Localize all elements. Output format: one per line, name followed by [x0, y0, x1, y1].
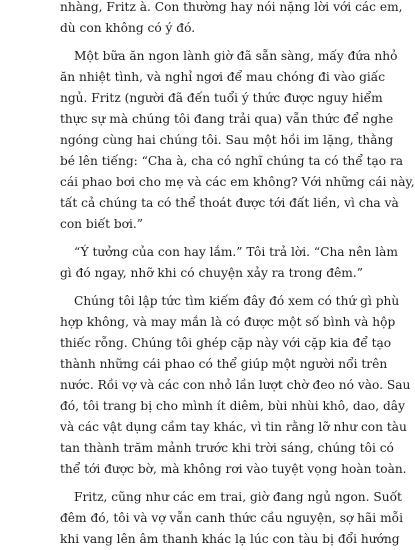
text-line: “Ý tưởng của con hay lắm.” Tôi trả lời. “Cha nên làm [74, 245, 398, 259]
paragraph-3 [60, 242, 398, 284]
text-line: cái phao bơi cho mẹ và các em không? Với những cái này, [60, 175, 415, 189]
text-line: gì đó ngay, nhỡ khi có chuyện xảy ra trong đêm.” [60, 266, 363, 280]
text-line: thực sự mà chúng tôi đang trải qua) vẫn thức để nghe [60, 112, 394, 126]
text-line: nhàng, Fritz à. Con thường hay nói nặng lời với các em, [60, 0, 403, 14]
text-line: thành những cái phao có thể giúp một người nổi trên [60, 357, 388, 371]
text-line: hợp không, và may mắn là có được một số bình và hộp [60, 315, 396, 329]
page-text [60, 0, 415, 550]
text-line: và các vật dụng cầm tay khác, vì tin rằng lỡ như con tàu [60, 420, 407, 434]
text-line: ngủ. Fritz (người đã đến tuổi ý thức được nguy hiểm [60, 91, 383, 105]
text-line: nước. Rồi vợ và các con nhỏ lần lượt chờ đeo nó vào. Sau [60, 378, 411, 392]
text-line: Chúng tôi lập tức tìm kiếm đây đó xem có thứ gì phù [74, 294, 400, 308]
text-line: đó, tôi trang bị cho mình ít diêm, bùi nhùi khô, dao, dây [60, 399, 405, 413]
text-line: bé lên tiếng: “Cha à, cha có nghĩ chúng ta có thể tạo ra [60, 154, 404, 168]
text-line: Một bữa ăn ngon lành giờ đã sẵn sàng, mấy đứa nhỏ [74, 49, 398, 63]
paragraph-4 [60, 291, 411, 480]
text-line: thiếc rỗng. Chúng tôi ghép cặp này với cặp kia để tạo [60, 336, 392, 350]
text-line: khi vang lên âm thanh khác lạ lúc con tàu bị đổi hướng [60, 532, 400, 546]
text-line: tan thành trăm mảnh trước khi trời sáng, chúng tôi có [60, 441, 394, 455]
text-line: con biết bơi.” [60, 217, 143, 231]
text-line: tất cả chúng ta có thể thoát được tới đất liền, vì cha và [60, 196, 399, 210]
paragraph-1 [60, 0, 403, 39]
paragraph-2 [60, 46, 415, 235]
paragraph-5 [60, 487, 403, 550]
text-line: đêm đó, tôi và vợ vẫn canh thức cầu nguyện, sợ hãi mỗi [60, 511, 403, 525]
text-line: thể tới được bờ, mà không rơi vào tuyệt vọng hoàn toàn. [60, 462, 407, 476]
text-line: ăn nhiệt tình, và nghỉ ngơi để mau chóng đi vào giấc [60, 70, 386, 84]
text-line: ngóng cùng hai chúng tôi. Sau một hồi im lặng, thằng [60, 133, 394, 147]
text-line: dù con không có ý đó. [60, 21, 196, 35]
text-line: Fritz, cũng như các em trai, giờ đang ngủ ngon. Suốt [74, 490, 402, 504]
